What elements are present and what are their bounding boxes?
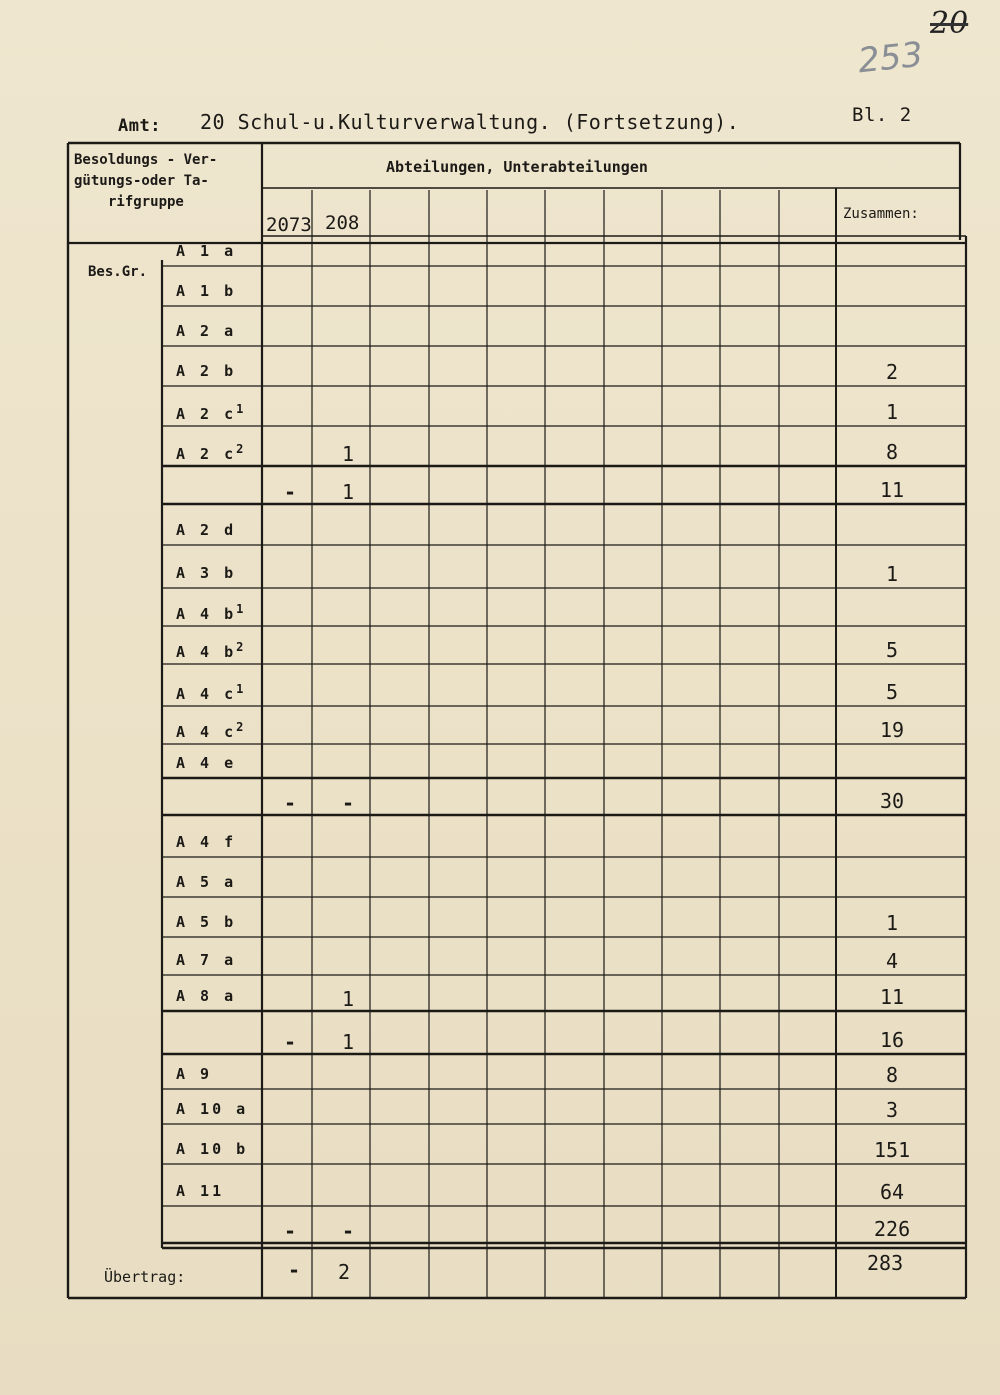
- bes-gr-label: Bes.Gr.: [88, 264, 148, 280]
- cell-208: 1: [342, 1030, 355, 1054]
- cell-total: 64: [880, 1180, 905, 1204]
- cell-total: 3: [886, 1098, 899, 1122]
- cell-208: -: [342, 791, 355, 815]
- row-label-superscript: 2: [236, 640, 247, 654]
- row-label: A 2 d: [176, 521, 237, 539]
- group-header-line: gütungs-oder Ta-: [74, 173, 209, 189]
- row-label: A 4 $c^2$: [176, 720, 247, 741]
- amt-label: Amt:: [118, 116, 161, 136]
- row-label-superscript: 2: [236, 720, 247, 734]
- sheet-number: Bl. 2: [852, 104, 912, 126]
- uebertrag-total: 283: [867, 1251, 904, 1275]
- uebertrag-col-208: 2: [338, 1260, 351, 1284]
- row-label-superscript: 1: [236, 682, 247, 696]
- page-number: 20: [930, 6, 969, 41]
- cell-total: 11: [880, 985, 905, 1009]
- row-label: A 1 b: [176, 282, 237, 300]
- cell-2073: -: [284, 791, 297, 815]
- group-header-line: Besoldungs - Ver-: [74, 152, 218, 168]
- row-label: A 2 a: [176, 322, 237, 340]
- col-header-2073: 2073: [266, 214, 312, 236]
- cell-2073: -: [284, 1030, 297, 1054]
- cell-208: -: [342, 1219, 355, 1243]
- cell-total: 1: [886, 400, 899, 424]
- row-label: A 1 a: [176, 242, 237, 260]
- row-label: A 9: [176, 1065, 213, 1083]
- row-label: A 5 b: [176, 913, 237, 931]
- cell-total: 1: [886, 562, 899, 586]
- row-label: A 3 b: [176, 564, 237, 582]
- cell-total: 16: [880, 1028, 905, 1052]
- cell-2073: -: [284, 1219, 297, 1243]
- row-label: A 2 $c^2$: [176, 442, 247, 463]
- cell-total: 4: [886, 949, 899, 973]
- cell-total: 226: [874, 1217, 911, 1241]
- row-label: A 2 b: [176, 362, 237, 380]
- cell-total: 151: [874, 1138, 911, 1162]
- group-header: [74, 150, 217, 213]
- pencil-page-number: 253: [856, 34, 925, 82]
- dept-header: Abteilungen, Unterabteilungen: [386, 158, 648, 176]
- row-label: A 7 a: [176, 951, 237, 969]
- cell-total: 5: [886, 680, 899, 704]
- row-label: A 4 $b^2$: [176, 640, 247, 661]
- cell-total: 30: [880, 789, 905, 813]
- row-label: A 4 $c^1$: [176, 682, 247, 703]
- uebertrag-label: Übertrag:: [104, 1268, 186, 1286]
- group-header-line: rifgruppe: [108, 194, 184, 210]
- amt-text: 20 Schul-u.Kulturverwaltung. (Fortsetzung).: [200, 110, 740, 134]
- cell-total: 8: [886, 440, 899, 464]
- row-label-superscript: 2: [236, 442, 247, 456]
- row-label: A 10 b: [176, 1140, 249, 1158]
- row-label-superscript: 1: [236, 402, 247, 416]
- cell-total: 8: [886, 1063, 899, 1087]
- total-header: Zusammen:: [843, 206, 919, 222]
- cell-total: 2: [886, 360, 899, 384]
- cell-2073: -: [284, 480, 297, 504]
- cell-208: 1: [342, 442, 355, 466]
- cell-total: 19: [880, 718, 905, 742]
- cell-208: 1: [342, 480, 355, 504]
- row-label: A 11: [176, 1182, 225, 1200]
- row-label: A 2 $c^1$: [176, 402, 247, 423]
- cell-total: 1: [886, 911, 899, 935]
- row-label: A 5 a: [176, 873, 237, 891]
- uebertrag-col-2073: -: [288, 1258, 301, 1282]
- cell-208: 1: [342, 987, 355, 1011]
- row-label: A 4 e: [176, 754, 237, 772]
- row-label: A 4 $b^1$: [176, 602, 247, 623]
- cell-total: 11: [880, 478, 905, 502]
- row-label: A 10 a: [176, 1100, 249, 1118]
- row-label: A 8 a: [176, 987, 237, 1005]
- row-label: A 4 f: [176, 833, 237, 851]
- row-label-superscript: 1: [236, 602, 247, 616]
- cell-total: 5: [886, 638, 899, 662]
- col-header-208: 208: [325, 212, 360, 234]
